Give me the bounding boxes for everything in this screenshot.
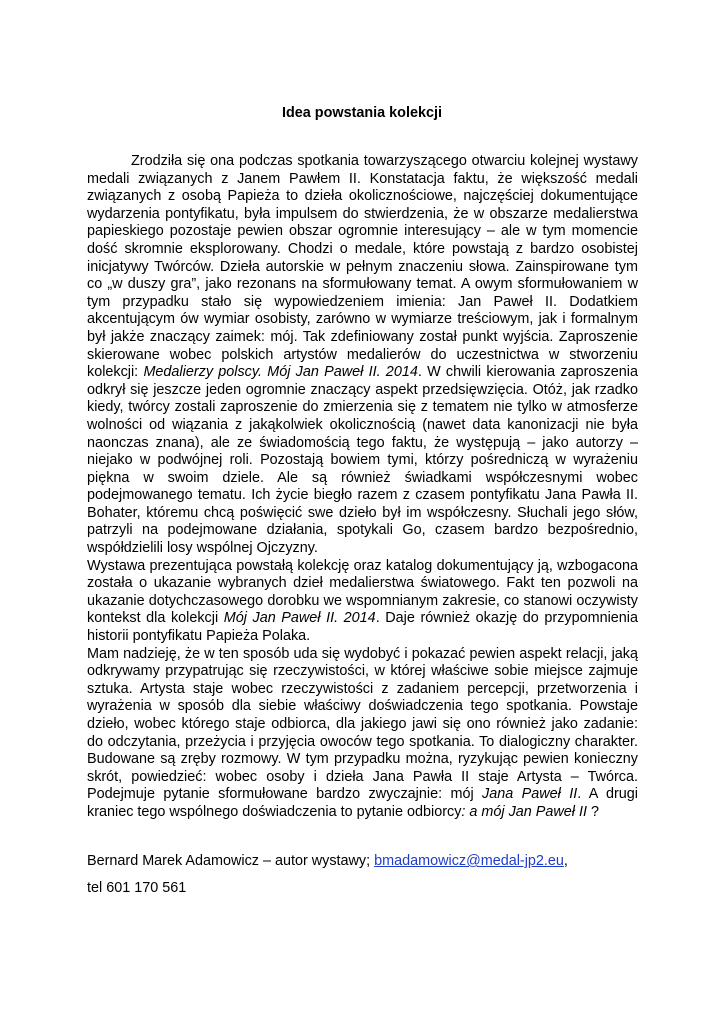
viewer-question-italic: : a mój Jan Paweł II <box>461 803 587 820</box>
paragraph-exhibition-text-2: . Daje również okazję do przypomnienia historii pontyfikatu Papieża Polaka. <box>87 610 638 645</box>
author-name: Bernard Marek Adamowicz – autor wystawy; <box>87 853 375 869</box>
paragraph-origin-text-1: Zrodziła się ona podczas spotkania towarzyszącego otwarciu kolejnej wystawy medali związanych z Janem Pawłem II. Konstatacja faktu, że większość medali związanych z osobą Papieża to dzieła okolicznościowe, najczęściej dokumentujące wydarzenia pontyfikatu, była impulsem do stwierdzenia, że w obszarze medalierstwa papieskiego pozostaje pewien obszar ogromnie interesujący – ale w tym momencie dość skromnie eksplorowany. Chodzi o medale, które powstają z bardzo osobistej inicjatywy Twórców. Dzieła autorskie w pełnym znaczeniu słowa. Zainspirowane tym co „w duszy gra”, jako rezonans na sformułowany temat. A owym sformułowaniem w tym przypadku stało się wypowiedzeniem imienia: Jan Paweł II. Dodatkiem akcentującym ów wymiar osobisty, zarówno w wymiarze treściowym, jak i formalnym był jakże znaczący zaimek: mój. Tak zdefiniowany został punkt wyjścia. Zaproszenie skierowane wobec polskich artystów medalierów do uczestnictwa w stworzeniu kolekcji: <box>87 153 638 381</box>
paragraph-origin-text-2: . W chwili kierowania zaproszenia odkrył się jeszcze jeden ogromnie znaczący aspekt przedsięwzięcia. Otóż, jak rzadko kiedy, twórcy zostali zaproszenie do zmierzenia się z tematem nie tylko w atmosferze wolności od wiązania z jakąkolwiek okolicznością (nawet data kanonizacji nie była naonczas znana), ale ze świadomością tego faktu, że występują – jako autorzy – niejako w podwójnej roli. Pozostają bowiem tymi, którzy pośredniczą w wyrażeniu piękna w swoim dziele. Ale są również świadkami współczesnymi wobec podejmowanego tematu. Ich życie biegło razem z czasem pontyfikatu Jana Pawła II. Bohater, któremu chcą poświęcić swe dzieło był im współczesny. Słuchali jego słów, patrzyli na podejmowane działania, spotykali Go, czasem bardzo bezpośrednio, współdzielili losy wspólnej Ojczyzny. <box>87 364 638 557</box>
paragraph-dialogue-text-2: . A drugi kraniec tego wspólnego doświadczenia to pytanie odbiorcy <box>87 786 638 820</box>
paragraph-dialogue-text-3: ? <box>586 803 599 820</box>
phone-number: tel 601 170 561 <box>87 880 187 896</box>
paragraph-exhibition <box>87 558 638 646</box>
author-line-suffix: , <box>563 853 568 869</box>
author-line <box>87 852 687 870</box>
paragraph-exhibition-text-1: Wystawa prezentująca powstałą kolekcję oraz katalog dokumentujący ją, wzbogacona została o ukazanie wybranych dzieł medalierstwa światowego. Fakt ten pozwoli na ukazanie dotychczasowego dorobku we wspomnianym zakresie, co stanowi oczywisty kontekst dla kolekcji <box>87 557 638 627</box>
page-title: Idea powstania kolekcji <box>282 105 442 121</box>
author-email-link[interactable]: bmadamowicz@medal-jp2.eu <box>374 853 564 869</box>
paragraph-origin <box>87 153 638 558</box>
paragraph-dialogue-text-1: Mam nadzieję, że w ten sposób uda się wydobyć i pokazać pewien aspekt relacji, jaką odkrywamy przypatrując się rzeczywistości, w której właściwe sobie miejsce zajmuje sztuka. Artysta staje wobec rzeczywistości z zadaniem percepcji, przetworzenia i wyrażenia w sposób dla siebie właściwy doświadczenia tego spotkania. Powstaje dzieło, wobec którego staje odbiorca, dla jakiego jawi się ono również jako zadanie: do odczytania, przeżycia i przyjęcia owoców tego spotkania. To dialogiczny charakter. Budowane są zręby rozmowy. W tym przypadku można, ryzykując pewien konieczny skrót, powiedzieć: wobec osoby i dzieła Jana Pawła II staje Artysta – Twórca. Podejmuje pytanie sformułowane bardzo zwyczajnie: mój <box>87 645 638 803</box>
paragraph-dialogue <box>87 646 638 822</box>
collection-title-italic: Medalierzy polscy. Mój Jan Paweł II. 2014 <box>143 364 418 381</box>
collection-name-italic: Mój Jan Paweł II. 2014 <box>223 610 376 627</box>
artist-question-italic: Jana Paweł II <box>482 786 578 803</box>
document-body <box>87 153 638 822</box>
